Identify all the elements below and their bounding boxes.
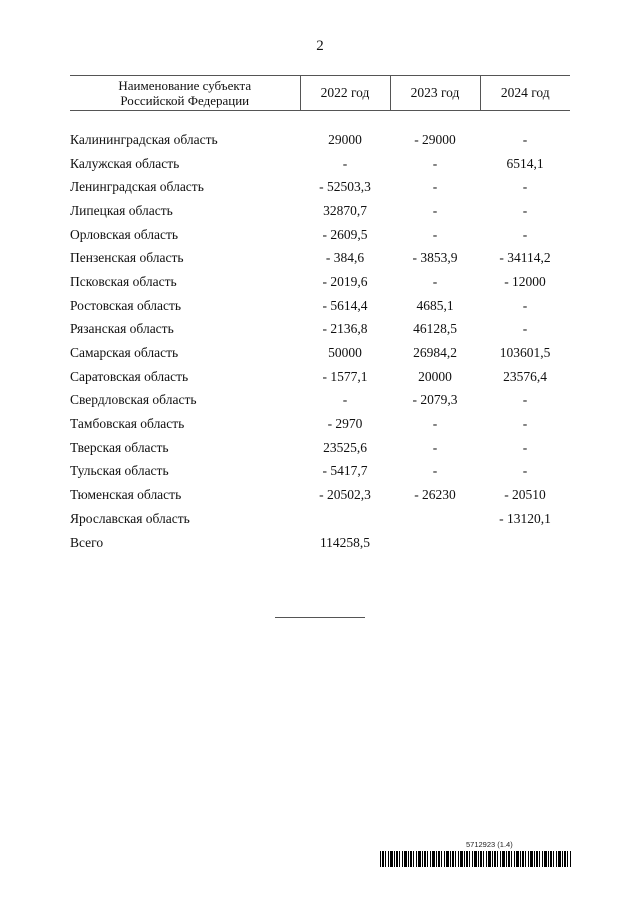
region-name-cell: Самарская область [70, 345, 179, 361]
table-row [70, 531, 570, 555]
region-name-cell: Тюменская область [70, 487, 182, 503]
value-2023-cell: - 26230 [414, 487, 456, 503]
value-2023-cell: - 29000 [414, 131, 456, 147]
value-2023-cell: - [432, 226, 438, 242]
region-name-cell: Свердловская область [70, 392, 197, 408]
column-header-2024: 2024 год [480, 76, 570, 111]
region-name-cell: Липецкая область [70, 202, 173, 218]
table-row [70, 318, 570, 342]
value-2024-cell: - [522, 321, 528, 337]
region-name-cell: Рязанская область [70, 321, 174, 337]
value-2023-cell: - [432, 179, 438, 195]
value-2022-cell: - [342, 155, 348, 171]
table-body [70, 111, 570, 555]
value-2024-cell: 103601,5 [499, 345, 551, 361]
region-name-cell: Ярославская область [70, 510, 190, 526]
value-2024-cell: - [522, 439, 528, 455]
value-2023-cell [390, 531, 480, 555]
barcode-number: 5712923 (1.4) [466, 840, 513, 849]
value-2024-cell: - [522, 416, 528, 432]
region-name-cell: Саратовская область [70, 368, 189, 384]
value-2024-cell: - 13120,1 [499, 510, 551, 526]
page-number: 2 [316, 38, 324, 54]
footer-divider [275, 617, 365, 618]
value-2024-cell: - 34114,2 [499, 250, 551, 266]
value-2024-cell [480, 531, 570, 555]
value-2023-cell: - [432, 439, 438, 455]
value-2022-cell: - 20502,3 [319, 487, 371, 503]
region-name-cell: Всего [70, 534, 104, 550]
table-row [70, 460, 570, 484]
value-2024-cell: - [522, 463, 528, 479]
value-2023-cell: - [432, 416, 438, 432]
region-name-cell: Калужская область [70, 155, 180, 171]
value-2022-cell [300, 507, 390, 531]
value-2022-cell: - 2019,6 [322, 273, 368, 289]
region-name-cell: Орловская область [70, 226, 179, 242]
table-row [70, 412, 570, 436]
table-row [70, 223, 570, 247]
region-name-cell: Псковская область [70, 273, 177, 289]
region-name-cell: Ростовская область [70, 297, 181, 313]
value-2022-cell: 50000 [328, 345, 362, 361]
value-2022-cell: 29000 [328, 131, 362, 147]
value-2023-cell: - [432, 273, 438, 289]
table-row [70, 294, 570, 318]
column-header-region-line1: Наименование субъекта [118, 78, 252, 93]
value-2022-cell: - 2609,5 [322, 226, 368, 242]
region-name-cell: Ленинградская область [70, 179, 204, 195]
value-2024-cell: - 12000 [504, 273, 546, 289]
value-2024-cell: - [522, 179, 528, 195]
barcode-image [380, 851, 572, 867]
value-2024-cell: - 20510 [504, 487, 546, 503]
transfers-table [70, 75, 570, 554]
value-2022-cell: 32870,7 [323, 202, 367, 218]
value-2024-cell: - [522, 131, 528, 147]
value-2024-cell: - [522, 226, 528, 242]
value-2022-cell: - 5417,7 [322, 463, 368, 479]
region-name-cell: Тверская область [70, 439, 169, 455]
table-row [70, 199, 570, 223]
table-row [70, 507, 570, 531]
value-2022-cell: - 384,6 [325, 250, 365, 266]
table-row [70, 389, 570, 413]
value-2023-cell: - 2079,3 [412, 392, 458, 408]
table-row [70, 341, 570, 365]
value-2022-cell: - 52503,3 [319, 179, 371, 195]
value-2023-cell: 20000 [418, 368, 452, 384]
value-2023-cell [390, 507, 480, 531]
table-row [70, 246, 570, 270]
value-2023-cell: 26984,2 [413, 345, 457, 361]
value-2023-cell: - [432, 463, 438, 479]
value-2024-cell: - [522, 202, 528, 218]
region-name-cell: Тамбовская область [70, 416, 185, 432]
value-2023-cell: 46128,5 [413, 321, 457, 337]
column-header-region-line2: Российской Федерации [120, 93, 250, 108]
value-2023-cell: - [432, 202, 438, 218]
value-2024-cell: 6514,1 [506, 155, 544, 171]
table-header-row [70, 76, 570, 111]
value-2023-cell: 4685,1 [416, 297, 454, 313]
table-row [70, 175, 570, 199]
value-2024-cell: - [522, 392, 528, 408]
column-header-2023: 2023 год [390, 76, 480, 111]
value-2022-cell: - 1577,1 [322, 368, 368, 384]
value-2022-cell: - 2136,8 [322, 321, 368, 337]
region-name-cell: Пензенская область [70, 250, 184, 266]
value-2023-cell: - 3853,9 [412, 250, 458, 266]
table-row [70, 270, 570, 294]
value-2023-cell: - [432, 155, 438, 171]
value-2024-cell: - [522, 297, 528, 313]
table-row [70, 152, 570, 176]
table-row [70, 436, 570, 460]
table-row [70, 365, 570, 389]
value-2022-cell: 114258,5 [319, 534, 371, 550]
region-name-cell: Тульская область [70, 463, 169, 479]
table-row [70, 128, 570, 152]
value-2022-cell: - [342, 392, 348, 408]
region-name-cell: Калининградская область [70, 131, 218, 147]
value-2022-cell: 23525,6 [323, 439, 367, 455]
table-row [70, 483, 570, 507]
value-2022-cell: - 2970 [327, 416, 363, 432]
column-header-region [70, 76, 300, 111]
column-header-2022: 2022 год [300, 76, 390, 111]
value-2022-cell: - 5614,4 [322, 297, 368, 313]
value-2024-cell: 23576,4 [503, 368, 547, 384]
